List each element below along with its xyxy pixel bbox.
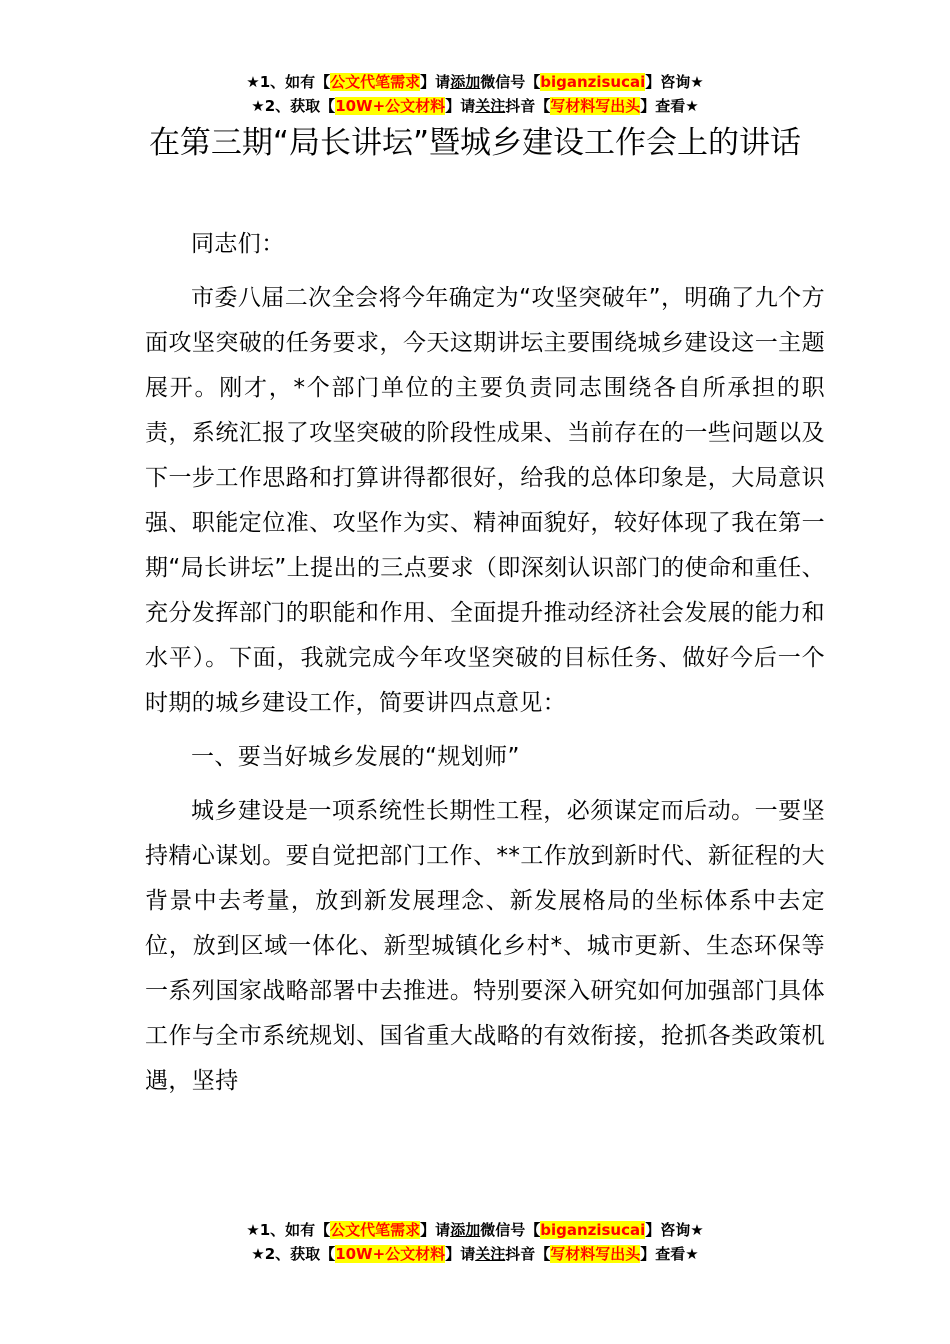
banner-line-1: ★1、如有【公文代笔需求】请添加微信号【biganzisucai】咨询★	[246, 73, 704, 91]
banner-underlined-text: 关注	[475, 97, 506, 115]
banner-underlined-text: 关注	[475, 1245, 506, 1263]
document-title: 在第三期“局长讲坛”暨城乡建设工作会上的讲话	[148, 125, 802, 161]
body-paragraph: 城乡建设是一项系统性长期性工程，必须谋定而后动。一要坚持精心谋划。要自觉把部门工作、**工作放到新时代、新征程的大背景中去考量，放到新发展理念、新发展格局的坐标体系中去定位，放到区域一体化、新型城镇化乡村*、城市更新、生态环保等一系列国家战略部署中去推进。特别要深入研究如何加强部门具体工作与全市系统规划、国省重大战略的有效衔接，抢抓各类政策机遇，坚持	[145, 798, 825, 1094]
banner-highlight: biganzisucai	[540, 1221, 646, 1239]
banner-line-1: ★1、如有【公文代笔需求】请添加微信号【biganzisucai】咨询★	[246, 1221, 704, 1239]
section-heading: 一、要当好城乡发展的“规划师”	[191, 744, 520, 770]
banner-underlined-text: 添加	[450, 1221, 481, 1239]
banner-highlight: 10W+公文材料	[335, 1245, 446, 1263]
banner-line-2: ★2、获取【10W+公文材料】请关注抖音【写材料写出头】查看★	[251, 1245, 699, 1263]
banner-underlined-text: 添加	[450, 73, 481, 91]
header-banner	[0, 70, 950, 118]
banner-highlight: 公文代笔需求	[330, 73, 421, 91]
banner-highlight: biganzisucai	[540, 73, 646, 91]
banner-highlight: 写材料写出头	[550, 97, 641, 115]
body-paragraph: 市委八届二次全会将今年确定为“攻坚突破年”，明确了九个方面攻坚突破的任务要求，今天这期讲坛主要围绕城乡建设这一主题展开。刚才，*个部门单位的主要负责同志围绕各自所承担的职责，系统汇报了攻坚突破的阶段性成果、当前存在的一些问题以及下一步工作思路和打算讲得都很好，给我的总体印象是，大局意识强、职能定位准、攻坚作为实、精神面貌好，较好体现了我在第一期“局长讲坛”上提出的三点要求（即深刻认识部门的使命和重任、充分发挥部门的职能和作用、全面提升推动经济社会发展的能力和水平）。下面，我就完成今年攻坚突破的目标任务、做好今后一个时期的城乡建设工作，简要讲四点意见：	[145, 285, 825, 716]
banner-highlight: 公文代笔需求	[330, 1221, 421, 1239]
banner-highlight: 10W+公文材料	[335, 97, 446, 115]
document-body	[145, 222, 825, 1113]
banner-line-2: ★2、获取【10W+公文材料】请关注抖音【写材料写出头】查看★	[251, 97, 699, 115]
greeting: 同志们：	[191, 231, 285, 257]
banner-highlight: 写材料写出头	[550, 1245, 641, 1263]
footer-banner	[0, 1218, 950, 1266]
